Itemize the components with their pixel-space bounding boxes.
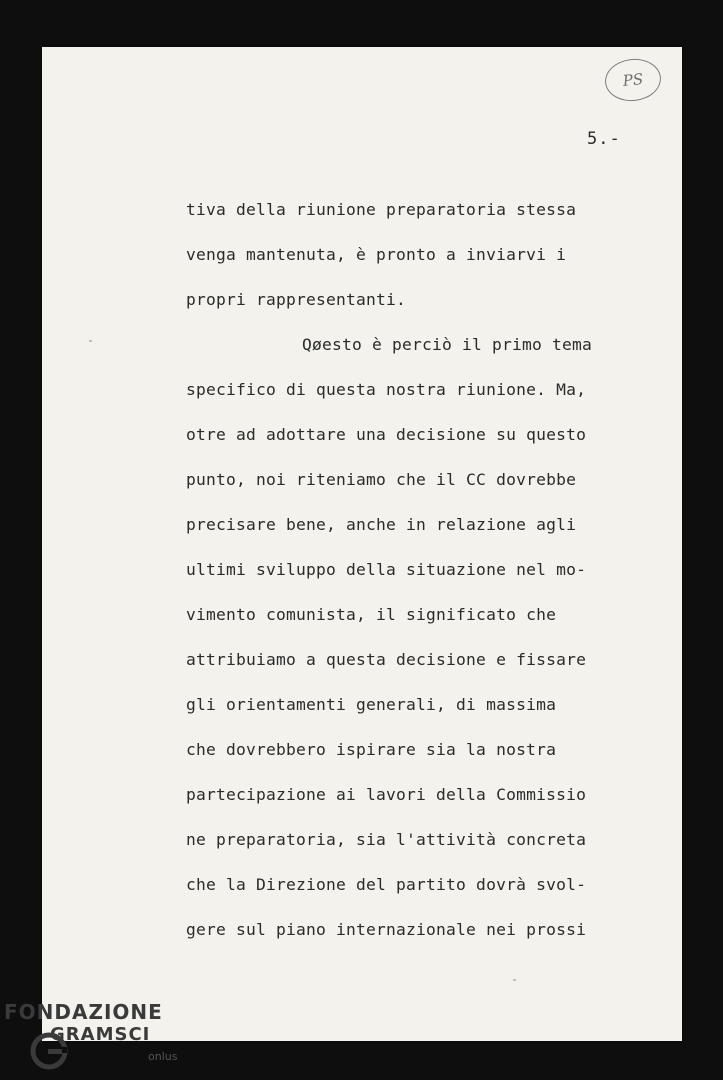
text-line: che dovrebbero ispirare sia la nostra [186,740,557,759]
text-line: otre ad adottare una decisione su questo [186,425,587,444]
watermark-subtitle: GRAMSCI [50,1024,151,1045]
text-line: venga mantenuta, è pronto a inviarvi i [186,245,567,264]
archive-watermark [4,1000,184,1080]
text-line: vimento comunista, il significato che [186,605,557,624]
text-line: ne preparatoria, sia l'attività concreta [186,830,587,849]
text-line: attribuiamo a questa decisione e fissare [186,650,587,669]
text-line: gli orientamenti generali, di massima [186,695,557,714]
text-line: precisare bene, anche in relazione agli [186,515,577,534]
text-line: specifico di questa nostra riunione. Ma, [186,380,587,399]
text-line-paragraph-start: Qøesto è perciò il primo tema [302,335,593,354]
watermark-suffix: onlus [148,1050,178,1063]
text-line: punto, noi riteniamo che il CC dovrebbe [186,470,577,489]
paper-speck [89,340,92,342]
watermark-title: FONDAZIONE [4,1000,163,1024]
text-line: ultimi sviluppo della situazione nel mo- [186,560,587,579]
text-line: propri rappresentanti. [186,290,407,309]
text-line: gere sul piano internazionale nei prossi [186,920,587,939]
text-line: tiva della riunione preparatoria stessa [186,200,577,219]
text-line: che la Direzione del partito dovrà svol- [186,875,587,894]
page-number: 5.- [587,129,621,149]
typewritten-page [42,47,682,1041]
archive-stamp: PS [603,56,663,104]
paper-speck [513,979,516,981]
text-line: partecipazione ai lavori della Commissio [186,785,587,804]
page-body [186,187,666,952]
